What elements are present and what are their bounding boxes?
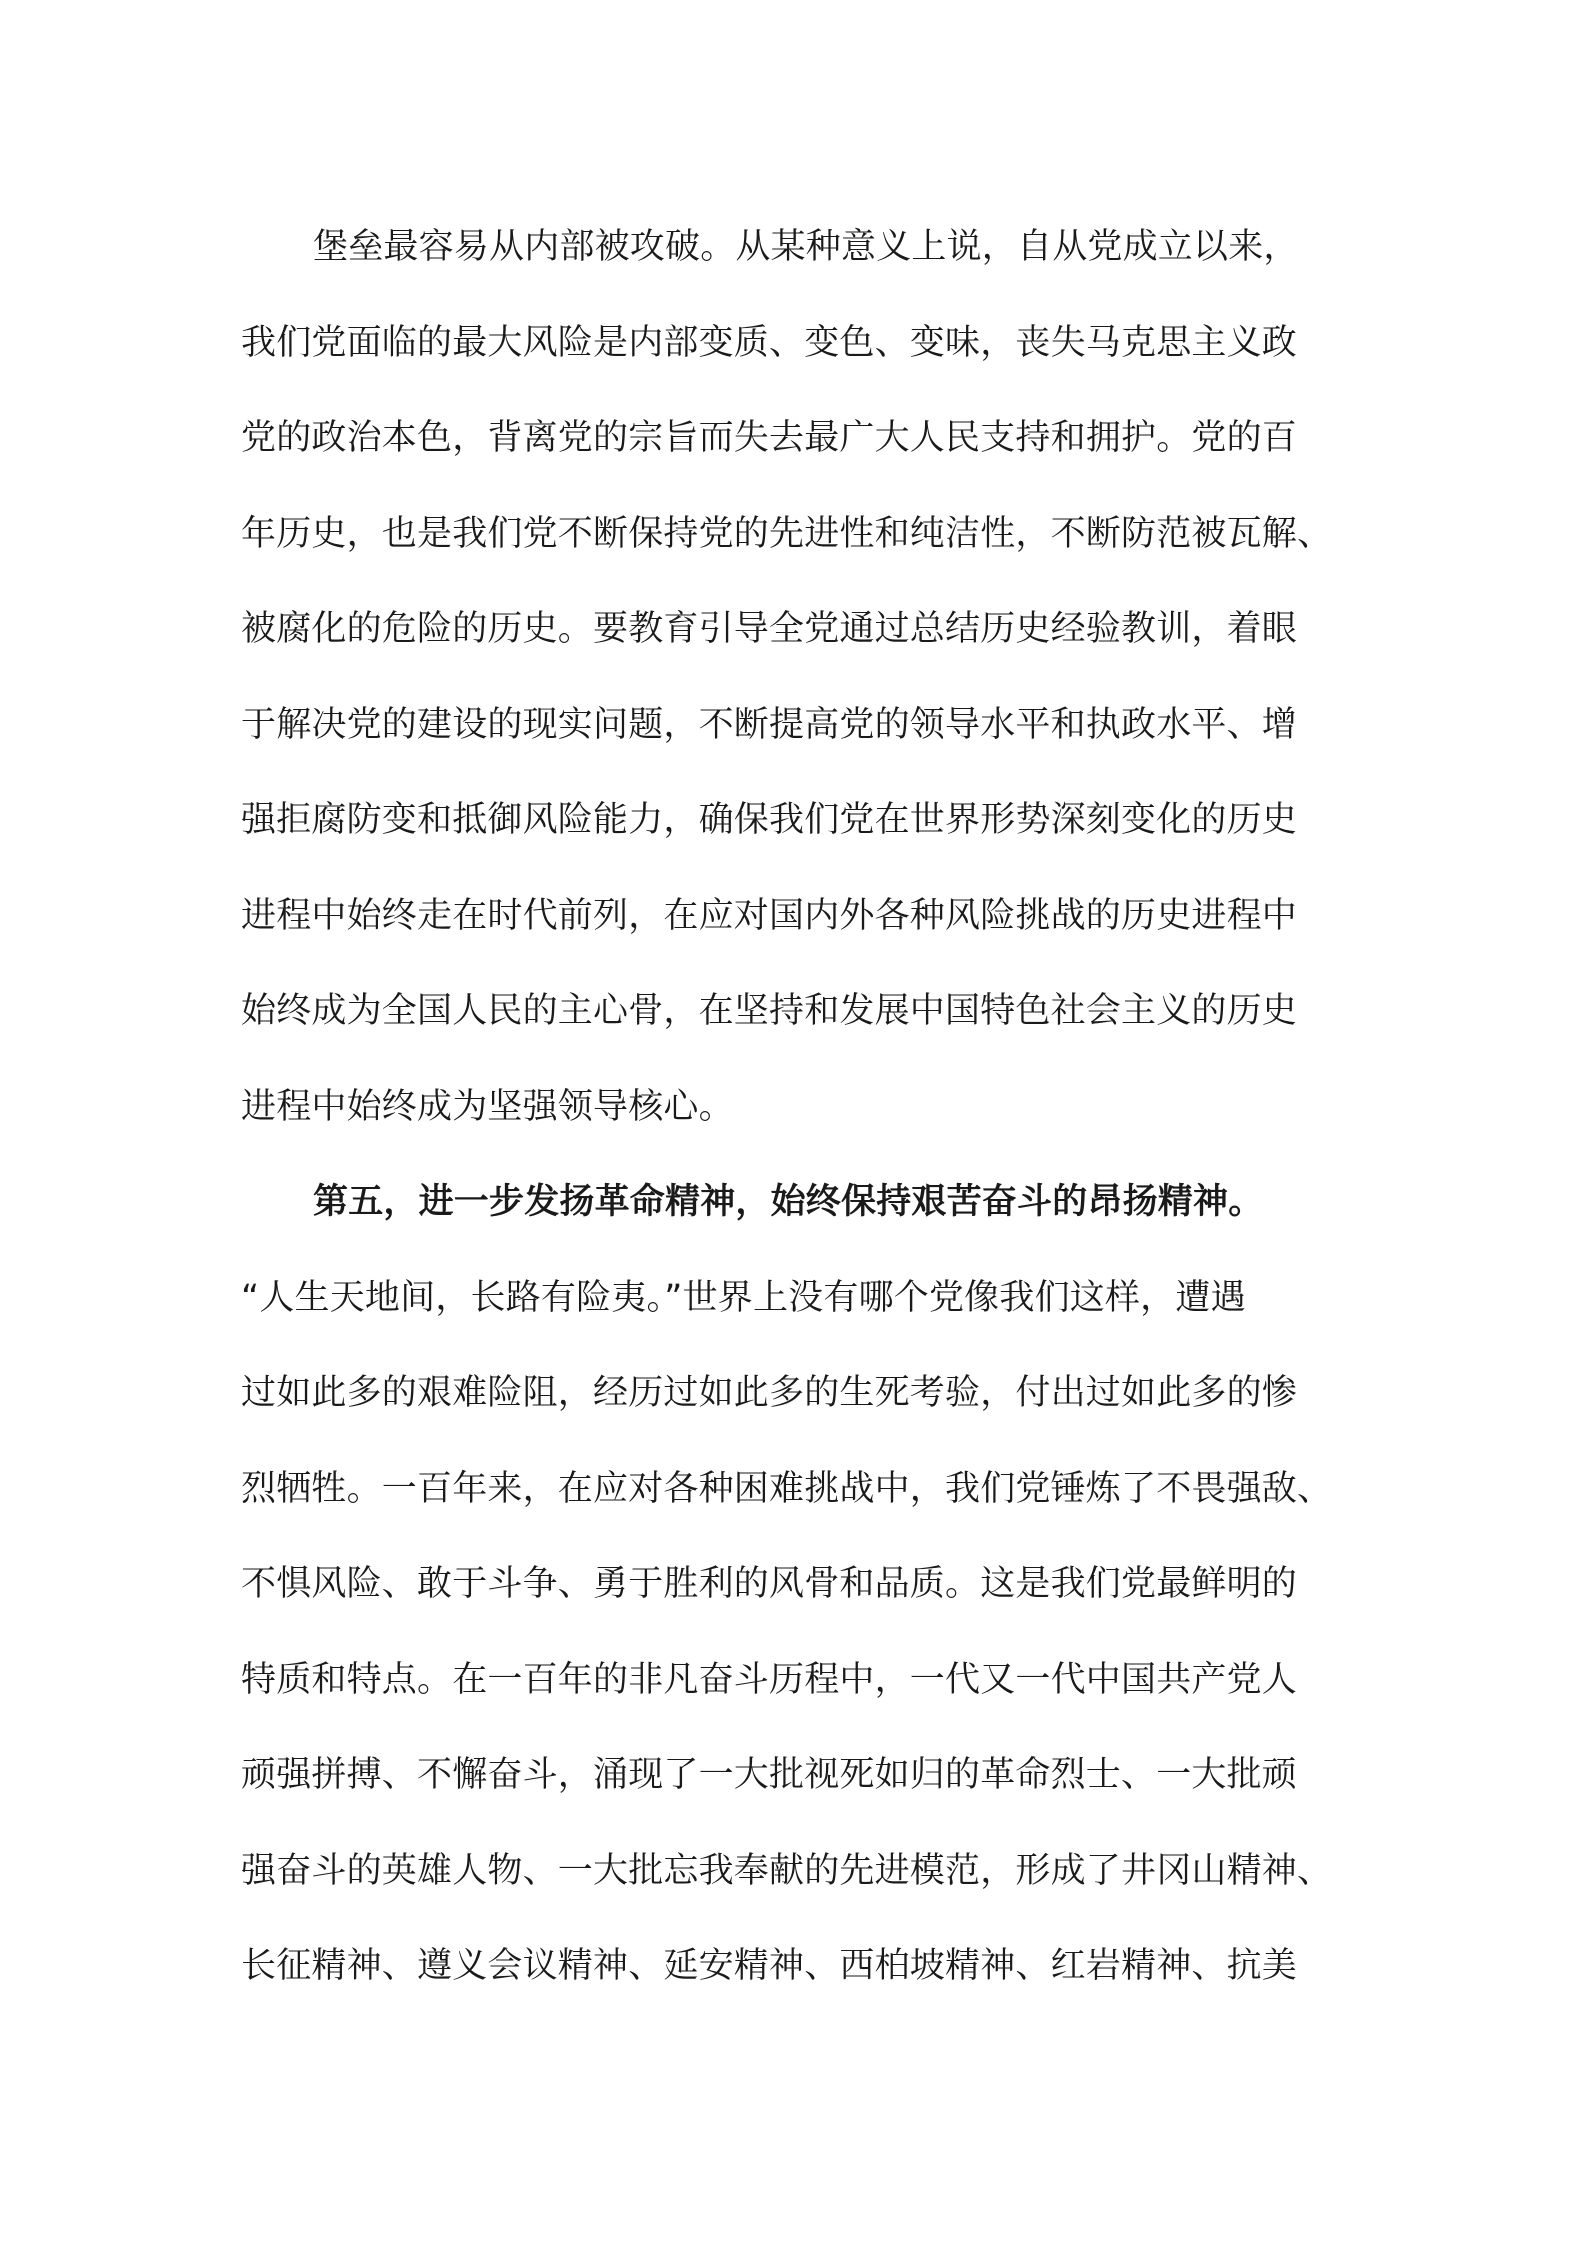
text-line: 进程中始终成为坚强领导核心。 <box>241 1086 734 1127</box>
text-line: 强拒腐防变和抵御风险能力，确保我们党在世界形势深刻变化的历史 <box>241 800 1298 840</box>
section-heading: 第五，进一步发扬革命精神，始终保持艰苦奋斗的昂扬精神。 <box>313 1182 1264 1222</box>
text-line: 不惧风险、敢于斗争、勇于胜利的风骨和品质。这是我们党最鲜明的 <box>241 1564 1298 1604</box>
text-line: 我们党面临的最大风险是内部变质、变色、变味，丧失马克思主义政 <box>241 322 1298 363</box>
text-line: “人生天地间，长路有险夷。”世界上没有哪个党像我们这样，遭遇 <box>241 1277 1246 1318</box>
text-line: 长征精神、遵义会议精神、延安精神、西柏坡精神、红岩精神、抗美 <box>241 1946 1298 1986</box>
text-line: 年历史，也是我们党不断保持党的先进性和纯洁性，不断防范被瓦解、 <box>241 513 1333 554</box>
text-line: 烈牺牲。一百年来，在应对各种困难挑战中，我们党锤炼了不畏强敌、 <box>241 1468 1333 1509</box>
paragraph-2 <box>241 1155 1366 2015</box>
text-line: 于解决党的建设的现实问题，不断提高党的领导水平和执政水平、增 <box>241 704 1298 745</box>
text-line: 堡垒最容易从内部被攻破。从某种意义上说，自从党成立以来， <box>313 227 1299 267</box>
text-line: 始终成为全国人民的主心骨，在坚持和发展中国特色社会主义的历史 <box>241 991 1298 1031</box>
text-line: 强奋斗的英雄人物、一大批忘我奉献的先进模范，形成了井冈山精神、 <box>241 1850 1333 1891</box>
text-line: 被腐化的危险的历史。要教育引导全党通过总结历史经验教训，着眼 <box>241 609 1298 649</box>
text-line: 进程中始终走在时代前列，在应对国内外各种风险挑战的历史进程中 <box>241 895 1298 936</box>
text-line: 特质和特点。在一百年的非凡奋斗历程中，一代又一代中国共产党人 <box>241 1659 1298 1700</box>
text-line: 顽强拼搏、不懈奋斗，涌现了一大批视死如归的革命烈士、一大批顽 <box>241 1755 1298 1795</box>
text-line: 过如此多的艰难险阻，经历过如此多的生死考验，付出过如此多的惨 <box>241 1373 1298 1413</box>
text-line: 党的政治本色，背离党的宗旨而失去最广大人民支持和拥护。党的百 <box>241 418 1298 458</box>
paragraph-1 <box>241 200 1366 1155</box>
